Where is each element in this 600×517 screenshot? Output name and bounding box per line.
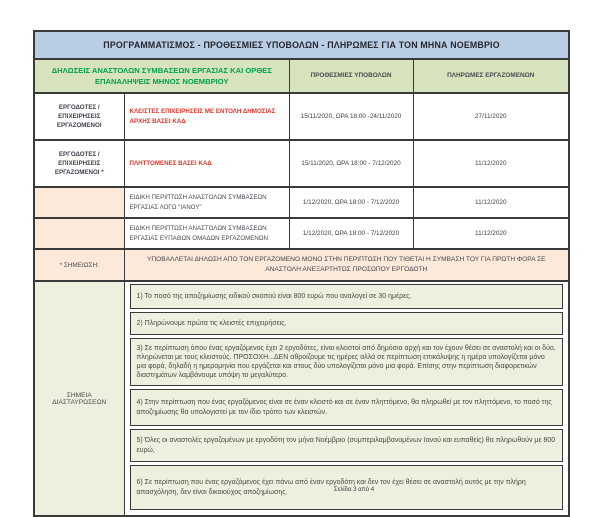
column-header-declarations: ΔΗΛΩΣΕΙΣ ΑΝΑΣΤΟΛΩΝ ΣΥΜΒΑΣΕΩΝ ΕΡΓΑΣΙΑΣ ΚΑΙ ΟΡΘΕΣ ΕΠΑΝΑΛΗΨΕΙΣ ΜΗΝΟΣ ΝΟΕΜΒΡΙΟΥ	[34, 59, 289, 93]
page-number: Σελίδα 3 από 4	[333, 487, 375, 493]
payment-date-value: 11/12/2020	[413, 187, 569, 218]
table-row	[34, 187, 569, 218]
payment-date-value: 27/11/2020	[413, 93, 569, 140]
crosscheck-point-6: 6) Σε περίπτωση που ένας εργαζόμενος έχει πάνω από έναν εργοδότη και δεν τον έχει θέσει σε αναστολή αυτός με την πλήρη απασχόληση, δεν είναι δικαιούχος αποζημίωσης.	[130, 465, 564, 510]
table-row	[34, 140, 569, 187]
crosscheck-point-5: 5) Όλες οι αναστολές εργαζομένων με εργοδότη τον μήνα Νοέμβριο (συμπεριλαμβανομένων Ιανού και ευπαθείς) θα πληρωθούν με 800 ευρώ,	[130, 429, 564, 462]
table-row	[34, 59, 569, 93]
deadline-value: 1/12/2020, ΩΡΑ 18:00 - 7/12/2020	[289, 187, 413, 218]
table-row	[34, 218, 569, 249]
crosschecks-label: ΣΗΜΕΙΑ ΔΙΑΣΤΑΥΡΩΣΕΩΝ	[34, 281, 124, 516]
table-row	[34, 281, 569, 516]
employer-cell-empty	[34, 187, 124, 218]
table-row	[34, 31, 569, 59]
category-closed-businesses: ΚΛΕΙΣΤΕΣ ΕΠΙΧΕΙΡΗΣΕΙΣ ΜΕ ΕΝΤΟΛΗ ΔΗΜΟΣΙΑΣ ΑΡΧΗΣ ΒΑΣΕΙ ΚΑΔ	[124, 93, 289, 140]
table-row	[34, 249, 569, 281]
deadline-value: 1/12/2020, ΩΡΑ 18:00 - 7/12/2020	[289, 218, 413, 249]
column-header-deadlines: ΠΡΟΘΕΣΜΙΕΣ ΥΠΟΒΟΛΩΝ	[289, 59, 413, 93]
note-label: * ΣΗΜΕΙΩΣΗ:	[34, 249, 124, 281]
crosscheck-point-1: 1) Το ποσό της αποζημίωσης ειδικού σκοπού είναι 800 ευρώ που αναλογεί σε 30 ημέρες.	[130, 284, 564, 309]
employer-cell-empty	[34, 218, 124, 249]
category-vulnerable-groups: ΕΙΔΙΚΗ ΠΕΡΙΠΤΩΣΗ ΑΝΑΣΤΟΛΩΝ ΣΥΜΒΑΣΕΩΝ ΕΡΓΑΣΙΑΣ ΕΥΠΑΘΩΝ ΟΜΑΔΩΝ ΕΡΓΑΖΟΜΕΝΩΝ	[124, 218, 289, 249]
category-ianos-case: ΕΙΔΙΚΗ ΠΕΡΙΠΤΩΣΗ ΑΝΑΣΤΟΛΩΝ ΣΥΜΒΑΣΕΩΝ ΕΡΓΑΣΙΑΣ ΛΟΓΩ "ΙΑΝΟΥ"	[124, 187, 289, 218]
employer-cell: ΕΡΓΟΔΟΤΕΣ / ΕΠΙΧΕΙΡΗΣΕΙΣ ΕΡΓΑΖΟΜΕΝΟΙ *	[34, 140, 124, 187]
note-text: ΥΠΟΒΑΛΛΕΤΑΙ ΔΗΛΩΣΗ ΑΠΟ ΤΟΝ ΕΡΓΑΖΟΜΕΝΟ ΜΟΝΟ ΣΤΗΝ ΠΕΡΙΠΤΩΣΗ ΠΟΥ ΤΙΘΕΤΑΙ Η ΣΥΜΒΑΣΗ ΤΟΥ ΓΙΑ ΠΡΩΤΗ ΦΟΡΑ ΣΕ ΑΝΑΣΤΟΛΗ ΑΝΕΞΑΡΤΗΤΩΣ ΠΡΟΣΩΠΟΥ ΕΡΓΟΔΟΤΗ	[124, 249, 569, 281]
crosschecks-points-cell	[124, 281, 569, 516]
column-header-payments: ΠΛΗΡΩΜΕΣ ΕΡΓΑΖΟΜΕΝΩΝ	[413, 59, 569, 93]
schedule-table-container	[33, 30, 568, 517]
deadline-value: 15/11/2020, ΩΡΑ 18:00 -24/11/2020	[289, 93, 413, 140]
payment-date-value: 11/12/2020	[413, 218, 569, 249]
crosscheck-point-3: 3) Σε περίπτωση όπου ένας εργαζόμενος έχει 2 εργοδότες, είναι κλειστοί από δημόσια αρχή και τον έχουν θέσει σε αναστολή και οι δύο, πληρώνεται με τους κλειστούς. ΠΡΟΣΟΧΗ...ΔΕΝ αθροίζουμε τις ημέρες αλλά σε περίπτωση επικάλυψης η ημέρα υπολογίζεται μόνο μια φορά, δηλαδή η ημερομηνία που εργάζεται και στους δύο υπολογίζεται μόνο μια φορά. Επίσης στην περίπτωση διαφορετικών διαστημάτων λαμβάνουμε υπόψη το μεγαλύτερο.	[130, 338, 564, 386]
crosscheck-point-2: 2) Πληρώνουμε πρώτα τις κλειστές επιχειρήσεις.	[130, 312, 564, 335]
page-title: ΠΡΟΓΡΑΜΜΑΤΙΣΜΟΣ - ΠΡΟΘΕΣΜΙΕΣ ΥΠΟΒΟΛΩΝ - ΠΛΗΡΩΜΕΣ ΓΙΑ ΤΟΝ ΜΗΝΑ ΝΟΕΜΒΡΙΟ	[34, 31, 569, 59]
crosscheck-point-4: 4) Στην περίπτωση που ένας εργαζόμενος είναι σε έναν κλειστό και σε έναν πληττόμενο, θα πληρωθεί με τον πληττόμενο, το ποσό της αποζημίωσης θα υπολογιστεί με τον ίδιο τρόπο των κλειστών.	[130, 389, 564, 426]
employer-cell: ΕΡΓΟΔΟΤΕΣ / ΕΠΙΧΕΙΡΗΣΕΙΣ ΕΡΓΑΖΟΜΕΝΟΙ	[34, 93, 124, 140]
payment-date-value: 11/12/2020	[413, 140, 569, 187]
category-affected-businesses: ΠΛΗΤΤΟΜΕΝΕΣ ΒΑΣΕΙ ΚΑΔ	[124, 140, 289, 187]
deadline-value: 15/11/2020, ΩΡΑ 18:00 - 7/12/2020	[289, 140, 413, 187]
table-row	[34, 93, 569, 140]
november-schedule-table	[33, 30, 570, 517]
